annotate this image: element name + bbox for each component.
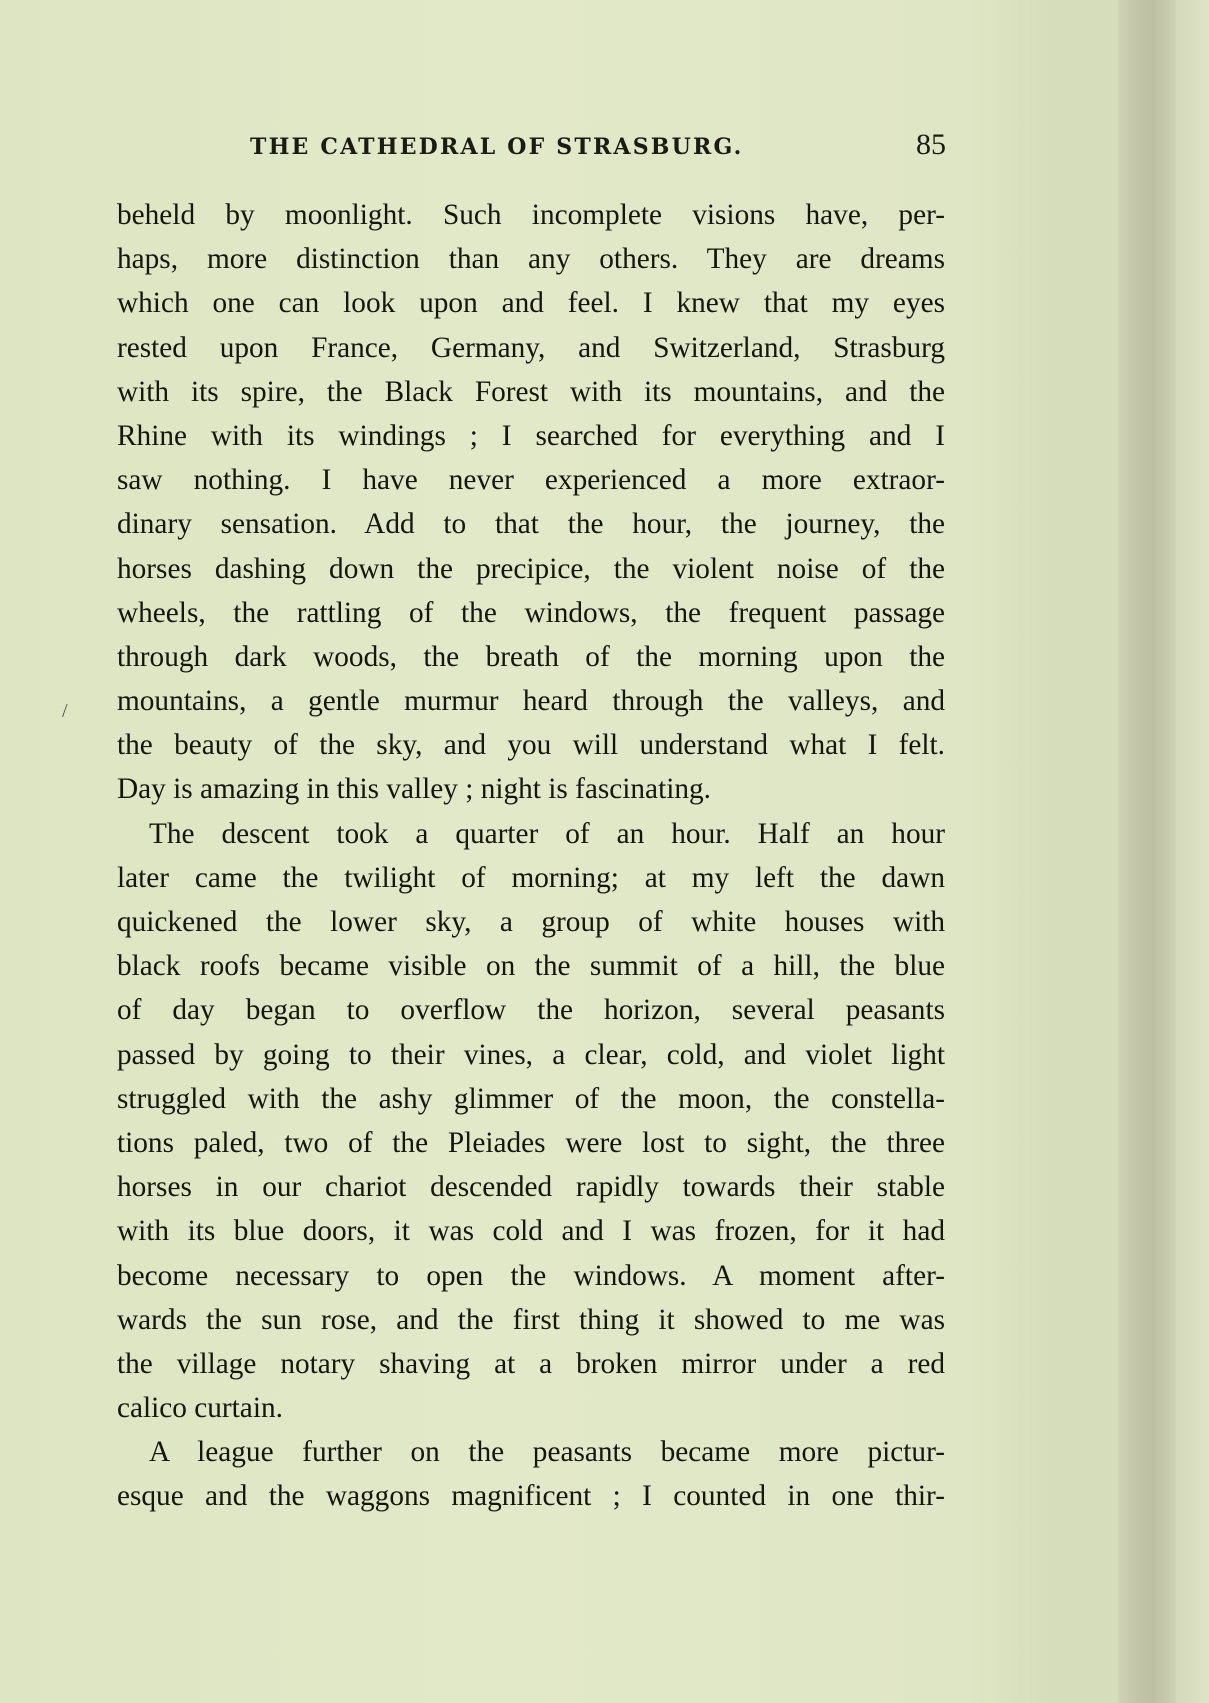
page-gutter-shadow	[1118, 0, 1176, 1703]
stray-mark: /	[62, 700, 68, 722]
text-line: dinary sensation. Add to that the hour, the journey, the	[117, 508, 945, 541]
text-line: which one can look upon and feel. I knew that my eyes	[117, 287, 945, 320]
running-title: THE CATHEDRAL OF STRASBURG.	[250, 134, 744, 160]
paragraph	[117, 812, 945, 1431]
text-line: the village notary shaving at a broken mirror under a red	[117, 1347, 945, 1380]
paragraph	[117, 1430, 945, 1518]
text-line: The descent took a quarter of an hour. Half an hour	[149, 817, 945, 850]
text-line: rested upon France, Germany, and Switzerland, Strasburg	[117, 331, 945, 364]
text-line: A league further on the peasants became more pictur-	[149, 1436, 945, 1469]
text-line: become necessary to open the windows. A moment after-	[117, 1259, 945, 1292]
paragraph	[117, 193, 945, 812]
text-line: Day is amazing in this valley ; night is fascinating.	[117, 773, 711, 806]
text-line: saw nothing. I have never experienced a more extraor-	[117, 464, 945, 497]
body-text	[117, 193, 945, 1519]
text-line: beheld by moonlight. Such incomplete visions have, per-	[117, 199, 945, 231]
text-line: horses in our chariot descended rapidly towards their stable	[117, 1171, 945, 1204]
text-line: mountains, a gentle murmur heard through the valleys, and	[117, 685, 945, 718]
text-line: later came the twilight of morning; at my left the dawn	[117, 861, 945, 894]
text-line: calico curtain.	[117, 1392, 283, 1425]
text-line: the beauty of the sky, and you will understand what I felt.	[117, 729, 945, 762]
text-line: with its spire, the Black Forest with its mountains, and the	[117, 375, 945, 408]
text-line: passed by going to their vines, a clear, cold, and violet light	[117, 1038, 945, 1071]
page-number: 85	[916, 128, 946, 161]
running-head	[250, 128, 946, 168]
text-line: tions paled, two of the Pleiades were lost to sight, the three	[117, 1126, 945, 1159]
text-line: haps, more distinction than any others. They are dreams	[117, 243, 945, 276]
text-line: Rhine with its windings ; I searched for everything and I	[117, 419, 945, 452]
text-line: struggled with the ashy glimmer of the moon, the constella-	[117, 1082, 945, 1115]
text-line: wards the sun rose, and the first thing it showed to me was	[117, 1303, 945, 1336]
page-edge	[1176, 0, 1209, 1703]
text-line: black roofs became visible on the summit of a hill, the blue	[117, 950, 945, 983]
text-line: wheels, the rattling of the windows, the frequent passage	[117, 596, 945, 629]
text-line: of day began to overflow the horizon, several peasants	[117, 994, 945, 1027]
text-line: esque and the waggons magnificent ; I counted in one thir-	[117, 1480, 945, 1513]
text-line: horses dashing down the precipice, the violent noise of the	[117, 552, 945, 585]
text-line: quickened the lower sky, a group of white houses with	[117, 906, 945, 938]
text-line: with its blue doors, it was cold and I was frozen, for it had	[117, 1215, 945, 1248]
text-line: through dark woods, the breath of the morning upon the	[117, 640, 945, 673]
